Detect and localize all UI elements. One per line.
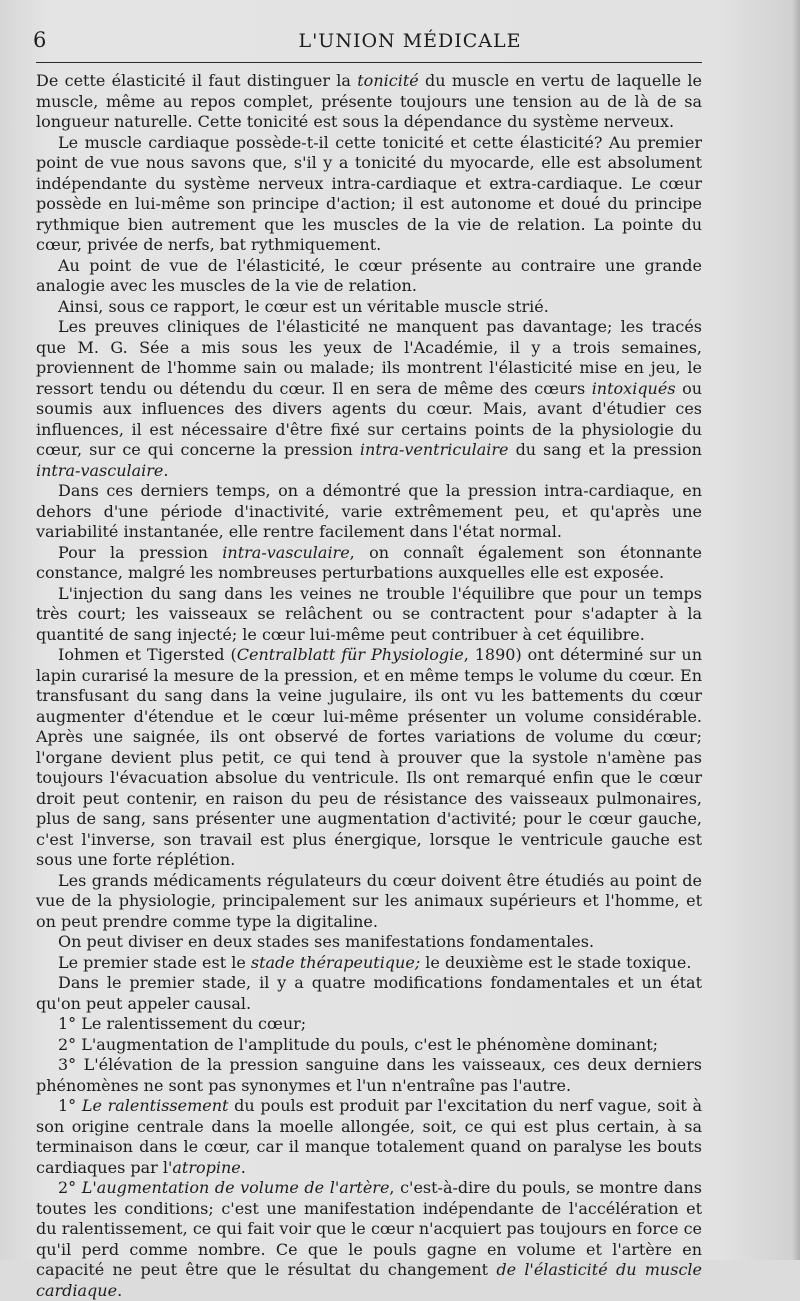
text-segment: 1° — [58, 1096, 82, 1115]
text-segment: 1° Le ralentissement du cœur; — [58, 1014, 307, 1033]
text-segment: Pour la pression — [58, 542, 223, 562]
italic-text: atropine — [172, 1157, 241, 1177]
running-title: L'UNION MÉDICALE — [298, 30, 522, 52]
text-segment: Les preuves cliniques de l'élasticité ne manquent pas davantage; les tracés que M. G. Sée a mis sous les yeux de l'Académie, il y a trois semaines, proviennent de l'homme sain ou malade; ils montrent l'élasticité mise en jeu, le ressort tendu ou détendu du cœur. Il en sera de même des cœurs — [36, 317, 702, 398]
paragraph — [36, 317, 702, 481]
paragraph — [36, 1035, 702, 1056]
text-segment: 2° L'augmentation de l'amplitude du pouls, c'est le phénomène dominant; — [58, 1034, 659, 1054]
paragraph — [36, 543, 702, 584]
italic-text: intra-vasculaire — [222, 542, 350, 562]
text-segment: du muscle en vertu de laquelle le muscle, même au repos complet, présente toujours une tension au de là de sa longueur naturelle. Cette tonicité est sous la dépendance du système nerveux. — [36, 71, 703, 131]
paragraph — [36, 481, 702, 543]
header-rule — [36, 62, 702, 63]
text-segment: Dans ces derniers temps, on a démontré que la pression intra-cardiaque, en dehors d'une période d'inactivité, varie extrêmement peu, et qu'après une variabilité instantanée, elle rentre facilement dans l'état normal. — [36, 481, 702, 541]
text-segment: Le premier stade est le — [58, 952, 251, 972]
text-segment: ou soumis aux influences des divers agents du cœur. Mais, avant d'étudier ces influences, il est nécessaire d'être fixé sur certains points de la physiologie du cœur, sur ce qui concerne la pression — [36, 378, 703, 459]
paragraph — [36, 584, 702, 646]
italic-text: intra-vasculaire — [36, 460, 164, 480]
text-segment: Ainsi, sous ce rapport, le cœur est un véritable muscle strié. — [58, 296, 549, 316]
text-segment: . — [240, 1157, 246, 1177]
italic-text: stade thérapeutique; — [250, 952, 421, 972]
text-segment: , on connaît également son étonnante constance, malgré les nombreuses perturbations auxquelles elle est exposée. — [36, 542, 703, 582]
paragraph — [36, 1014, 702, 1035]
text-segment: Dans le premier stade, il y a quatre modifications fondamentales et un état qu'on peut appeler causal. — [36, 973, 702, 1013]
text-segment: . — [163, 460, 169, 480]
paragraph — [36, 973, 702, 1014]
paragraph — [36, 71, 702, 133]
text-segment: le deuxième est le stade toxique. — [420, 952, 692, 972]
paragraph — [36, 133, 702, 256]
page-number: 6 — [33, 28, 47, 52]
paragraph — [36, 1178, 702, 1301]
text-segment: 3° L'élévation de la pression sanguine dans les vaisseaux, ces deux derniers phénomènes ne sont pas synonymes et l'un n'entraîne pas l'autre. — [36, 1055, 702, 1095]
paragraph — [36, 645, 702, 871]
paragraph — [36, 1096, 702, 1178]
page-edge-shadow — [792, 0, 800, 1260]
text-segment: , c'est-à-dire du pouls, se montre dans toutes les conditions; c'est une manifestation indépendante de l'accélération et du ralentissement, ce qui fait voir que le cœur n'acquiert pas toujours en force ce qu'il perd comme nombre. Ce que le pouls gagne en volume et l'artère en capacité ne peut être que le résultat du changement — [36, 1178, 702, 1279]
text-segment: L'injection du sang dans les veines ne trouble l'équilibre que pour un temps très court; les vaisseaux se relâchent ou se contractent pour s'adapter à la quantité de sang injecté; le cœur lui-même peut contribuer à cet équilibre. — [36, 583, 702, 644]
text-segment: On peut diviser en deux stades ses manifestations fondamentales. — [58, 932, 595, 951]
text-segment: du sang et la pression — [508, 440, 702, 459]
italic-text: intra-ventriculaire — [359, 440, 509, 459]
paragraph — [36, 871, 702, 933]
article-body — [36, 71, 702, 1301]
text-segment: Le muscle cardiaque possède-t-il cette tonicité et cette élasticité? Au premier point de vue nous savons que, s'il y a tonicité du myocarde, elle est absolument indépendante du système nerveux intra-cardiaque et extra-cardiaque. Le cœur possède en lui-même son principe d'action; il est autonome et doué du principe rythmique bien autrement que les muscles de la vie de relation. La pointe du cœur, privée de nerfs, bat rythmiquement. — [36, 132, 702, 254]
text-segment: Au point de vue de l'élasticité, le cœur présente au contraire une grande analogie avec les muscles de la vie de relation. — [36, 255, 702, 295]
italic-text: tonicité — [357, 71, 419, 90]
text-segment: . — [117, 1280, 123, 1300]
text-segment: 2° — [58, 1178, 82, 1197]
paragraph — [36, 932, 702, 953]
text-segment: Les grands médicaments régulateurs du cœur doivent être étudiés au point de vue de la physiologie, principalement sur les animaux supérieurs et l'homme, et on peut prendre comme type la digitaline. — [36, 870, 702, 931]
italic-text: de l'élasticité du muscle cardiaque — [36, 1260, 702, 1300]
paragraph — [36, 297, 702, 318]
italic-text: intoxiqués — [591, 378, 676, 398]
paragraph — [36, 256, 702, 297]
text-segment: De cette élasticité il faut distinguer la — [36, 71, 358, 90]
text-segment: , 1890) ont déterminé sur un lapin curarisé la mesure de la pression, et en même temps le volume du cœur. En transfusant du sang dans la veine jugulaire, ils ont vu les battements du cœur augmenter d'étendue et le cœur lui-même présenter un volume considérable. Après une saignée, ils ont observé de fortes variations de volume du cœur; l'organe devient plus petit, ce qui tend à prouver que la systole n'amène pas toujours l'évacuation absolue du ventricule. Ils ont remarqué enfin que le cœur droit peut contenir, en raison du peu de résistance des vaisseaux pulmonaires, plus de sang, sans présenter une augmentation d'activité; pour le cœur gauche, c'est l'inverse, son travail est plus énergique, lorsque le ventricule gauche est sous une forte réplétion. — [36, 645, 702, 869]
text-segment: Iohmen et Tigersted ( — [58, 645, 237, 664]
italic-text: L'augmentation de volume de l'artère — [81, 1178, 390, 1197]
paragraph — [36, 1055, 702, 1096]
italic-text: Centralblatt für Physiologie — [236, 645, 464, 664]
paragraph — [36, 953, 702, 974]
italic-text: Le ralentissement — [81, 1096, 229, 1115]
text-segment: du pouls est produit par l'excitation du nerf vague, soit à son origine centrale dans la moelle allongée, soit, ce qui est plus certain, à sa terminaison dans le cœur, car il manque totalement quand on paralyse les bouts cardiaques par l' — [36, 1096, 703, 1177]
